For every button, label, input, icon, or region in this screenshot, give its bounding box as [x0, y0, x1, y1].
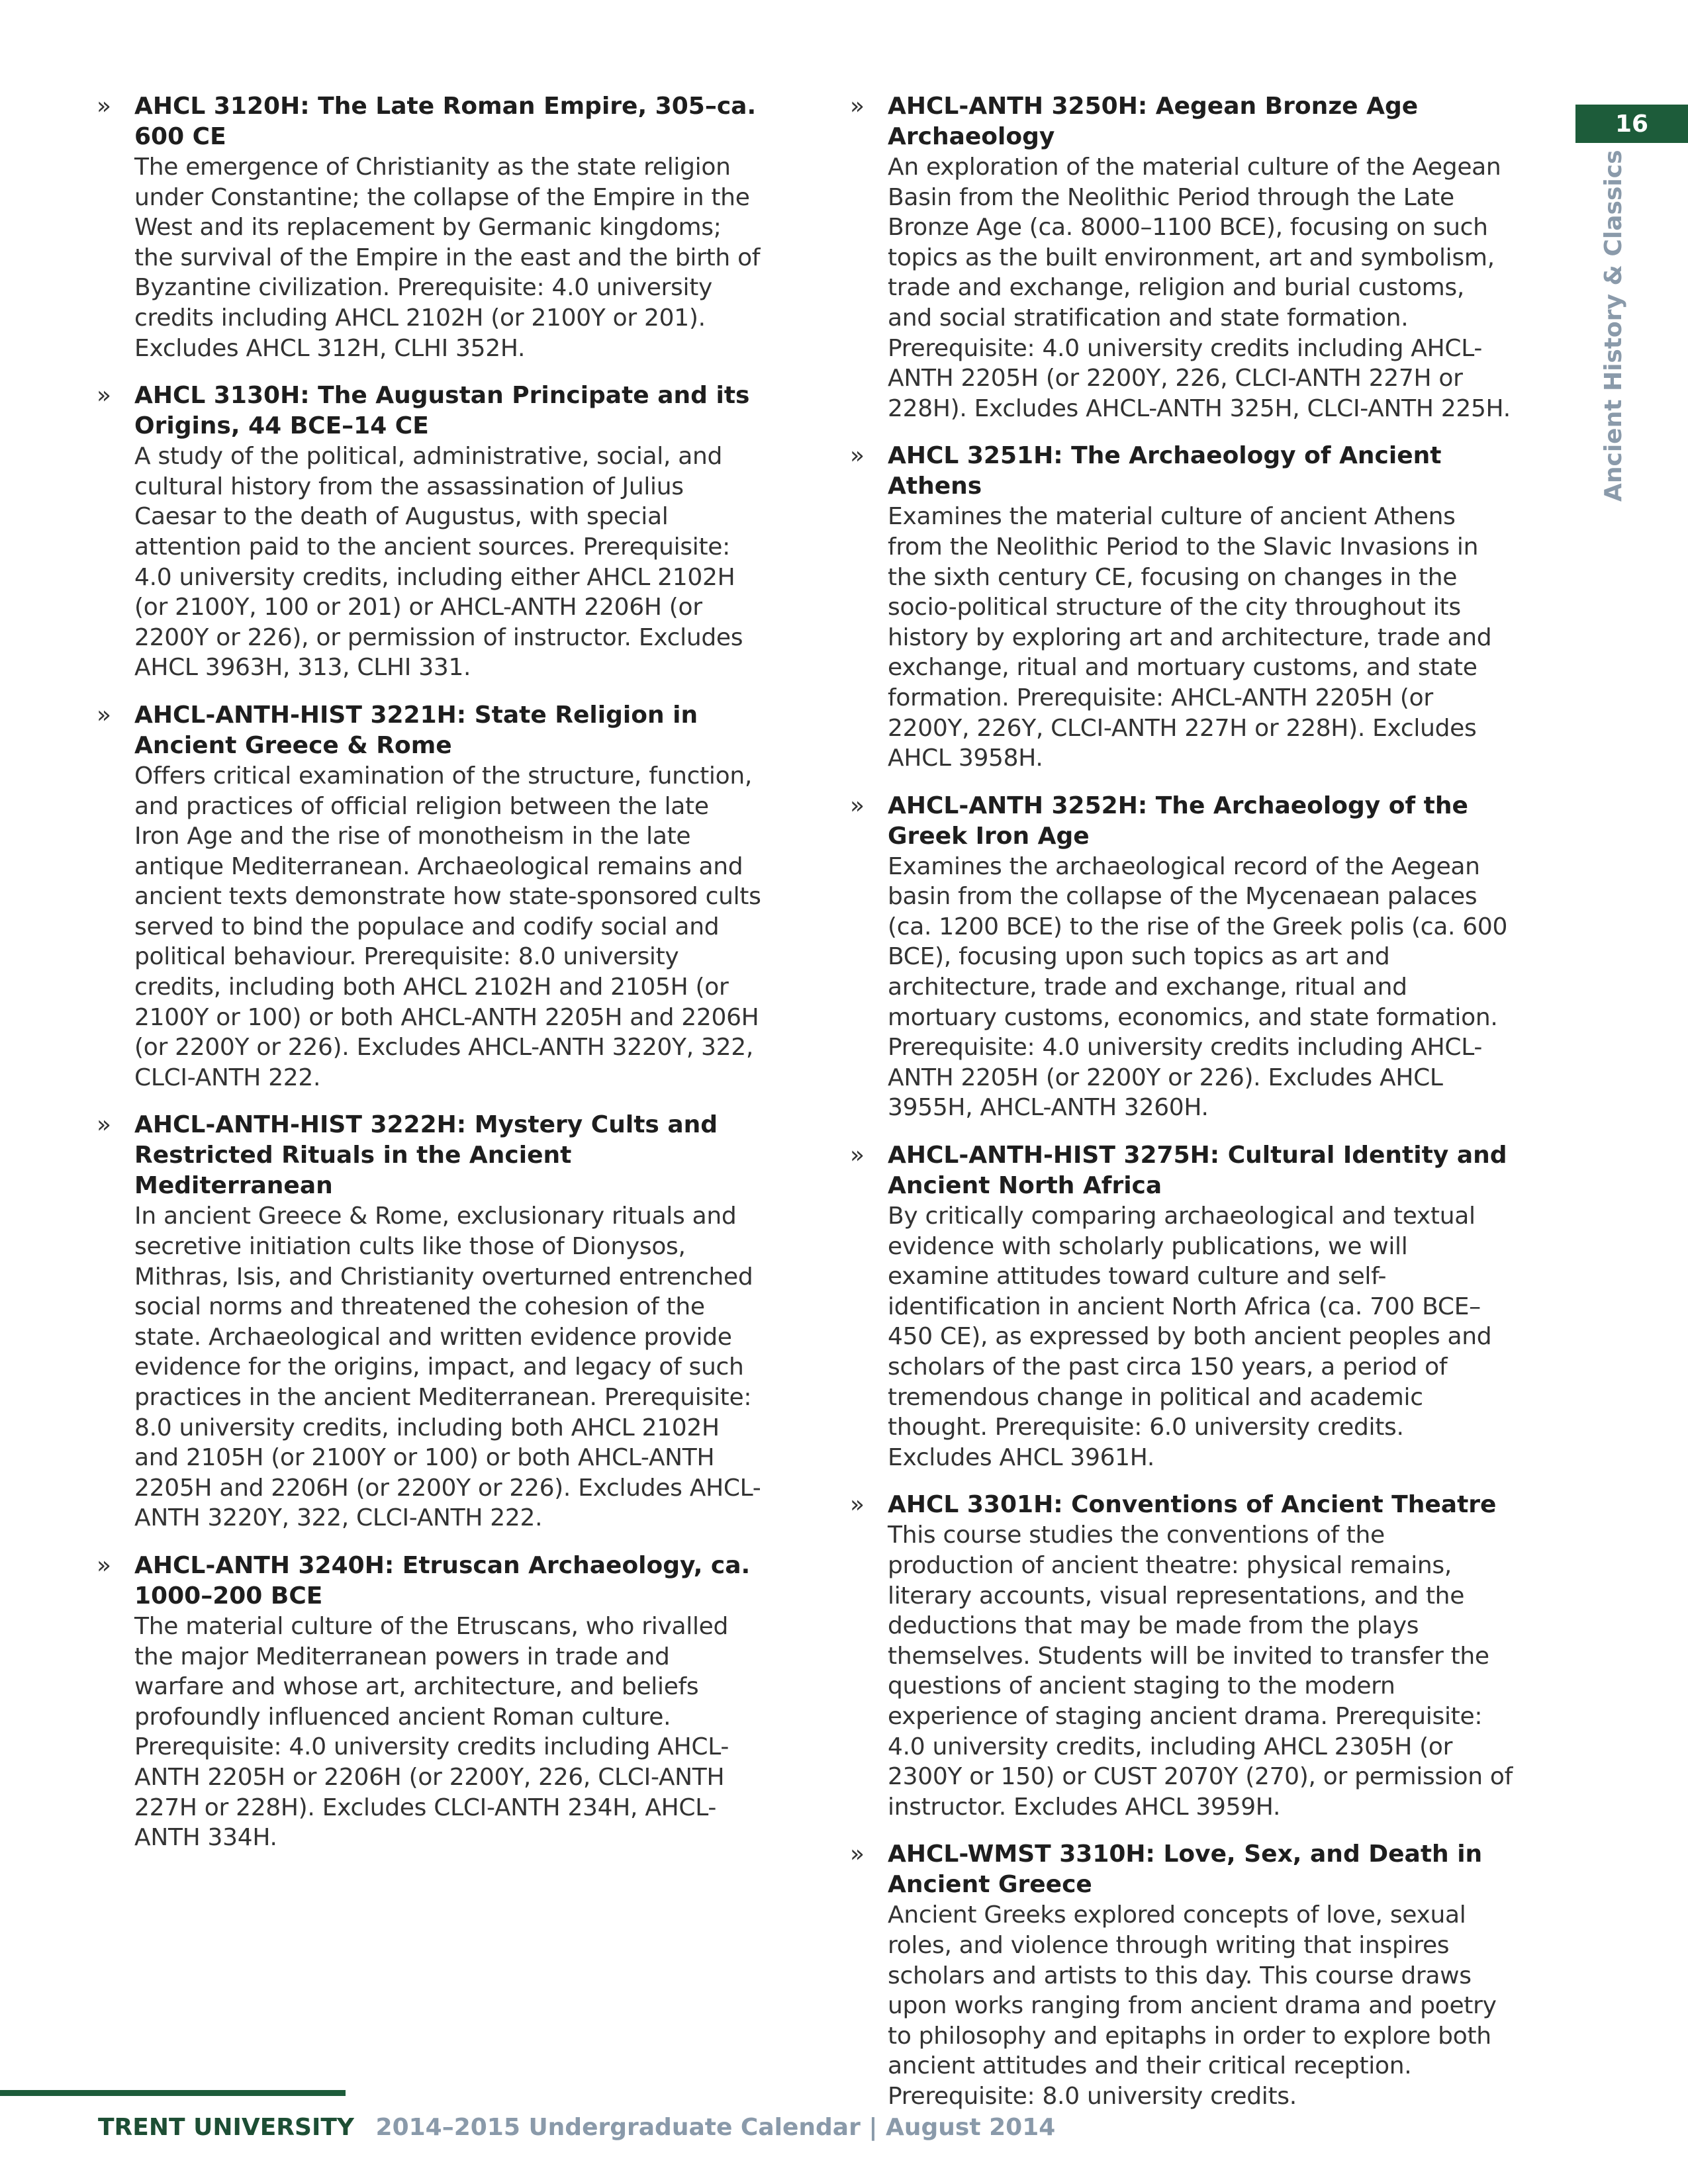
- course-title: AHCL-ANTH-HIST 3275H: Cultural Identity and Ancient North Africa: [888, 1142, 1507, 1200]
- course-title: AHCL-ANTH 3252H: The Archaeology of the Greek Iron Age: [888, 792, 1468, 850]
- bullet-marker: »: [850, 442, 865, 470]
- footer-rule: [0, 2090, 346, 2096]
- course-description: An exploration of the material culture of the Aegean Basin from the Neolithic Period through the Late Bronze Age (ca. 8000–1100 BCE), focusing on such topics as the built environment, art and symbolism, trade and exchange, religion and burial customs, and social stratification and state formation. Prerequisite: 4.0 university credits including AHCL-ANTH 2205H (or 2200Y, 226, CLCI-ANTH 227H or 228H). Excludes AHCL-ANTH 325H, CLCI-ANTH 225H.: [888, 154, 1511, 422]
- bullet-marker: »: [97, 1551, 112, 1579]
- course-title: AHCL-ANTH 3250H: Aegean Bronze Age Archaeology: [888, 93, 1419, 150]
- page-number: 16: [1615, 110, 1649, 138]
- course-description: In ancient Greece & Rome, exclusionary rituals and secretive initiation cults like those of Dionysos, Mithras, Isis, and Christianity overturned entrenched social norms and threatened the cohesion of the state. Archaeological and written evidence provide evidence for the origins, impact, and legacy of such practices in the ancient Mediterranean. Prerequisite: 8.0 university credits, including both AHCL 2102H and 2105H (or 2100Y or 100) or both AHCL-ANTH 2205H and 2206H (or 2200Y or 226). Excludes AHCL-ANTH 3220Y, 322, CLCI-ANTH 222.: [134, 1203, 761, 1532]
- bullet-marker: »: [850, 93, 865, 120]
- course-description: A study of the political, administrative, social, and cultural history from the assassination of Julius Caesar to the death of Augustus, with special attention paid to the ancient sources. Prerequisite: 4.0 university credits, including either AHCL 2102H (or 2100Y, 100 or 201) or AHCL-ANTH 2206H (or 2200Y or 226), or permission of instructor. Excludes AHCL 3963H, 313, CLHI 331.: [134, 443, 743, 682]
- course-entry-ahcl-anth-3250h: [846, 91, 1515, 424]
- course-description: Offers critical examination of the structure, function, and practices of official religion between the late Iron Age and the rise of monotheism in the late antique Mediterranean. Archaeological remains and ancient texts demonstrate how state-sponsored cults served to bind the populace and codify social and political behaviour. Prerequisite: 8.0 university credits, including both AHCL 2102H and 2105H (or 2100Y or 100) or both AHCL-ANTH 2205H and 2206H (or 2200Y or 226). Excludes AHCL-ANTH 3220Y, 322, CLCI-ANTH 222.: [134, 762, 761, 1091]
- bullet-marker: »: [97, 701, 112, 729]
- course-description: The material culture of the Etruscans, who rivalled the major Mediterranean powers in trade and warfare and whose art, architecture, and beliefs profoundly influenced ancient Roman culture. Prerequisite: 4.0 university credits including AHCL-ANTH 2205H or 2206H (or 2200Y, 226, CLCI-ANTH 227H or 228H). Excludes CLCI-ANTH 234H, AHCL-ANTH 334H.: [134, 1612, 729, 1852]
- course-description: Examines the archaeological record of the Aegean basin from the collapse of the Mycenaean palaces (ca. 1200 BCE) to the rise of the Greek polis (ca. 600 BCE), focusing upon such topics as art and architecture, trade and exchange, ritual and mortuary customs, economics, and state formation. Prerequisite: 4.0 university credits including AHCL-ANTH 2205H (or 2200Y or 226). Excludes AHCL 3955H, AHCL-ANTH 3260H.: [888, 852, 1508, 1122]
- bullet-marker: »: [850, 1142, 865, 1169]
- course-title: AHCL-WMST 3310H: Love, Sex, and Death in Ancient Greece: [888, 1841, 1483, 1899]
- page-footer: [98, 2111, 1055, 2144]
- course-entry-ahcl-anth-hist-3221h: [93, 700, 761, 1093]
- bullet-marker: »: [97, 1111, 112, 1139]
- page-number-tab: [1575, 105, 1688, 143]
- footer-calendar-label: 2014–2015 Undergraduate Calendar | August 2014: [375, 2114, 1056, 2141]
- bullet-marker: »: [97, 382, 112, 410]
- bullet-marker: »: [97, 93, 112, 120]
- course-description: The emergence of Christianity as the state religion under Constantine; the collapse of the Empire in the West and its replacement by Germanic kingdoms; the survival of the Empire in the east and the birth of Byzantine civilization. Prerequisite: 4.0 university credits including AHCL 2102H (or 2100Y or 201). Excludes AHCL 312H, CLHI 352H.: [134, 154, 761, 362]
- bullet-marker: »: [850, 792, 865, 819]
- section-side-title: Ancient History & Classics: [1600, 150, 1627, 502]
- course-entry-ahcl-3120h: [93, 91, 761, 363]
- course-description: Ancient Greeks explored concepts of love, sexual roles, and violence through writing that inspires scholars and artists to this day. This course draws upon works ranging from ancient drama and poetry to philosophy and epitaphs in order to explore both ancient attitudes and their critical reception. Prerequisite: 8.0 university credits.: [888, 1901, 1497, 2110]
- course-title: AHCL 3120H: The Late Roman Empire, 305–ca. 600 CE: [134, 93, 757, 150]
- course-entry-ahcl-3251h: [846, 441, 1515, 773]
- course-entry-ahcl-wmst-3310h: [846, 1839, 1515, 2111]
- course-description: Examines the material culture of ancient Athens from the Neolithic Period to the Slavic Invasions in the sixth century CE, focusing on changes in the socio-political structure of the city throughout its history by exploring art and architecture, trade and exchange, ritual and mortuary customs, and state formation. Prerequisite: AHCL-ANTH 2205H (or 2200Y, 226Y, CLCI-ANTH 227H or 228H). Excludes AHCL 3958H.: [888, 503, 1492, 772]
- course-description: This course studies the conventions of the production of ancient theatre: physical remains, literary accounts, visual representations, and the deductions that may be made from the plays themselves. Students will be invited to transfer the questions of ancient staging to the modern experience of staging ancient drama. Prerequisite: 4.0 university credits, including AHCL 2305H (or 2300Y or 150) or CUST 2070Y (270), or permission of instructor. Excludes AHCL 3959H.: [888, 1522, 1513, 1821]
- course-entry-ahcl-anth-3240h: [93, 1551, 761, 1853]
- bullet-marker: »: [850, 1841, 865, 1868]
- course-title: AHCL 3251H: The Archaeology of Ancient Athens: [888, 442, 1442, 500]
- footer-university: TRENT UNIVERSITY: [98, 2114, 354, 2141]
- course-entry-ahcl-3301h: [846, 1490, 1515, 1822]
- course-title: AHCL 3130H: The Augustan Principate and its Origins, 44 BCE–14 CE: [134, 382, 750, 440]
- right-column: [846, 91, 1515, 2128]
- course-description: By critically comparing archaeological and textual evidence with scholarly publications, we will examine attitudes toward culture and self-identification in ancient North Africa (ca. 700 BCE–450 CE), as expressed by both ancient peoples and scholars of the past circa 150 years, a period of tremendous change in political and academic thought. Prerequisite: 6.0 university credits. Excludes AHCL 3961H.: [888, 1203, 1492, 1471]
- left-column: [93, 91, 761, 1870]
- bullet-marker: »: [850, 1491, 865, 1519]
- course-title: AHCL-ANTH 3240H: Etruscan Archaeology, ca. 1000–200 BCE: [134, 1551, 751, 1610]
- course-title: AHCL 3301H: Conventions of Ancient Theatre: [888, 1491, 1497, 1519]
- course-title: AHCL-ANTH-HIST 3222H: Mystery Cults and Restricted Rituals in the Ancient Mediterranean: [134, 1111, 718, 1200]
- course-entry-ahcl-anth-3252h: [846, 791, 1515, 1123]
- course-entry-ahcl-anth-hist-3275h: [846, 1140, 1515, 1473]
- course-entry-ahcl-3130h: [93, 381, 761, 683]
- course-title: AHCL-ANTH-HIST 3221H: State Religion in Ancient Greece & Rome: [134, 701, 698, 759]
- course-entry-ahcl-anth-hist-3222h: [93, 1110, 761, 1533]
